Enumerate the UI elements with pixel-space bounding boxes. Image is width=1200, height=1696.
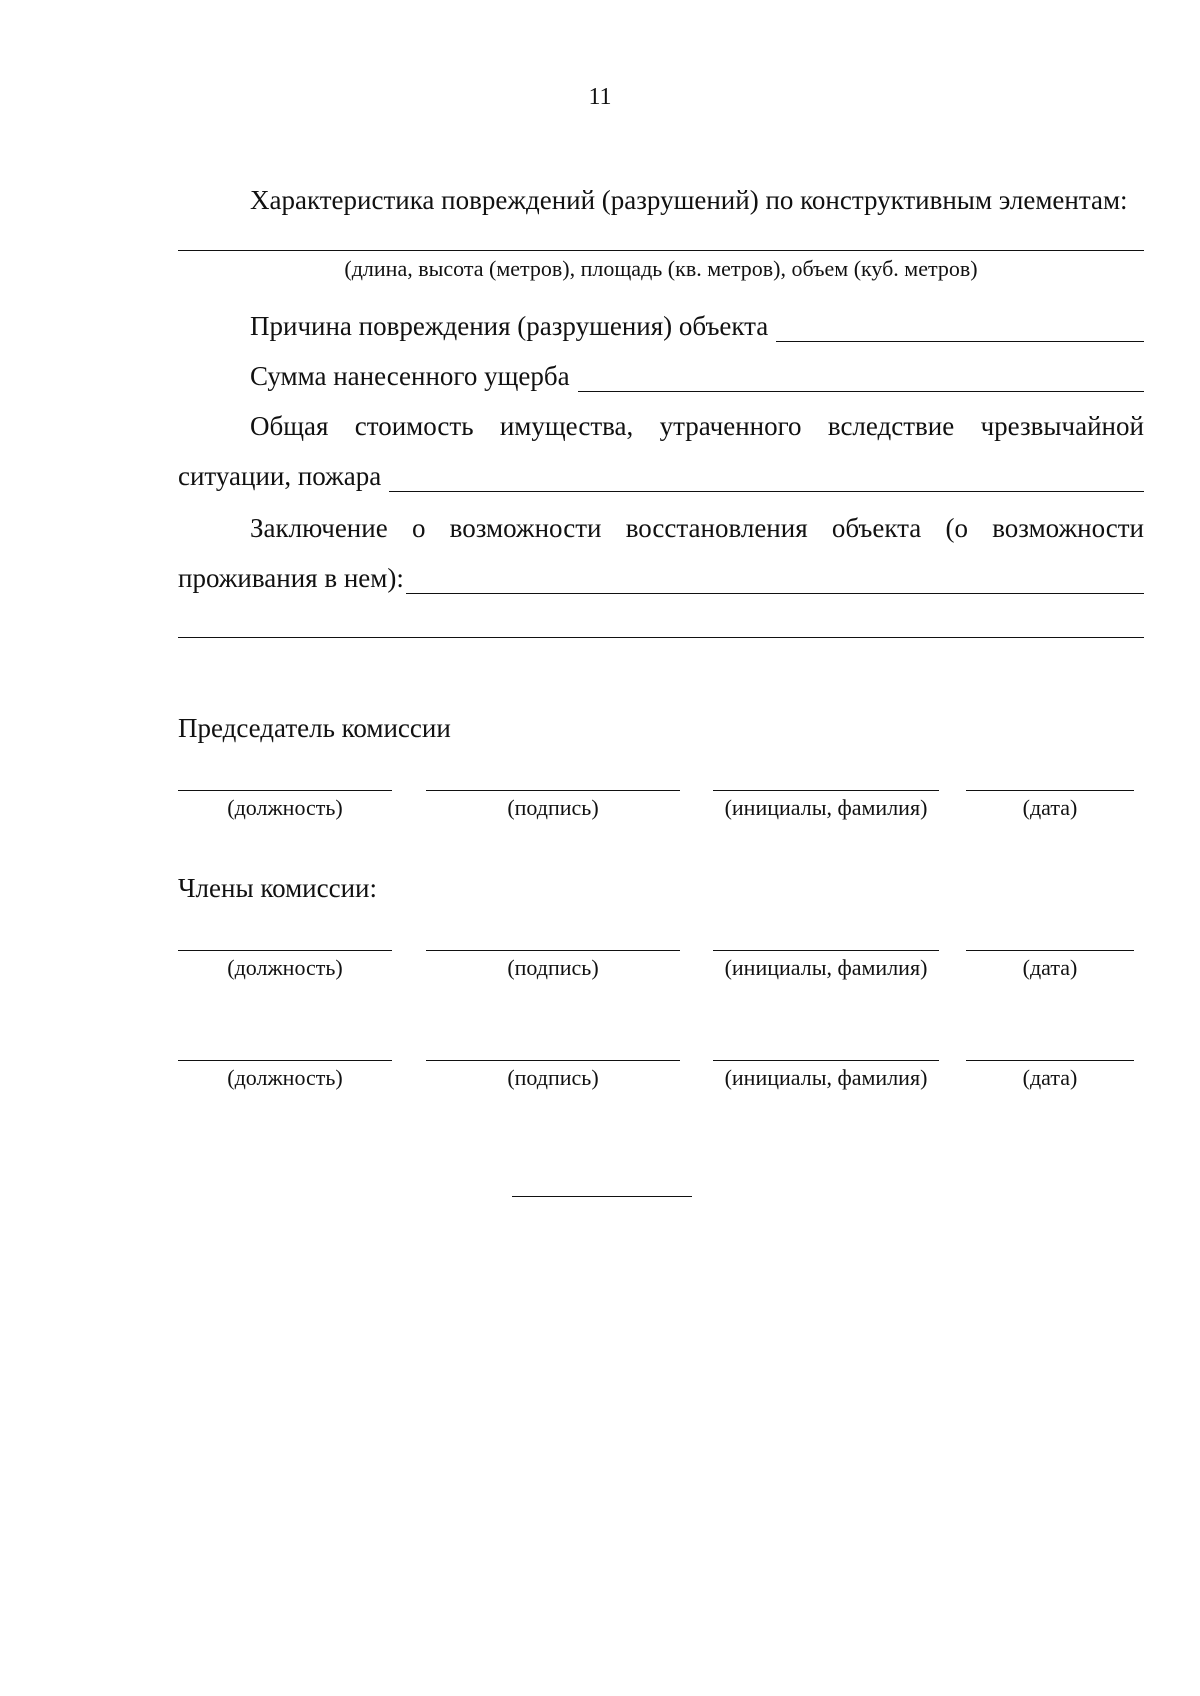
member-position-field[interactable] — [178, 1060, 392, 1061]
conclusion-word: (о — [945, 513, 968, 543]
chairman-position-field[interactable] — [178, 790, 392, 791]
damage-characteristics-hint: (длина, высота (метров), площадь (кв. метров), объем (куб. метров) — [344, 256, 978, 281]
member-position-caption: (должность) — [227, 1065, 343, 1090]
member-signature-caption: (подпись) — [507, 1065, 599, 1090]
member-signature-field[interactable] — [426, 1060, 680, 1061]
chairman-date-field[interactable] — [966, 790, 1134, 791]
conclusion-label: проживания в нем): — [178, 563, 404, 593]
total-cost-line — [250, 410, 1144, 442]
member-position-caption: (должность) — [227, 955, 343, 980]
member-date-field[interactable] — [966, 1060, 1134, 1061]
total-cost-word: Общая — [250, 411, 329, 441]
damage-sum-label: Сумма нанесенного ущерба — [250, 361, 570, 391]
total-cost-label: ситуации, пожара — [178, 461, 382, 491]
damage-sum-row — [250, 360, 1144, 392]
conclusion-line — [250, 512, 1144, 544]
total-cost-field[interactable] — [389, 467, 1144, 492]
conclusion-word: о — [411, 513, 426, 543]
members-heading: Члены комиссии: — [178, 873, 377, 903]
member-date-field[interactable] — [966, 950, 1134, 951]
conclusion-row — [178, 562, 1144, 594]
conclusion-word: восстановления — [625, 513, 808, 543]
conclusion-word: возможности — [449, 513, 602, 543]
member-name-caption: (инициалы, фамилия) — [724, 955, 928, 980]
damage-sum-field[interactable] — [578, 367, 1144, 392]
cause-field[interactable] — [776, 317, 1144, 342]
member-signature-caption: (подпись) — [507, 955, 599, 980]
chairman-name-caption: (инициалы, фамилия) — [724, 795, 928, 820]
total-cost-word: утраченного — [659, 411, 802, 441]
cause-row — [250, 310, 1144, 342]
member-date-caption: (дата) — [1022, 1065, 1078, 1090]
cause-label: Причина повреждения (разрушения) объекта — [250, 311, 769, 341]
member-name-field[interactable] — [713, 950, 939, 951]
conclusion-word: Заключение — [250, 513, 388, 543]
total-cost-word: имущества, — [499, 411, 634, 441]
page-number: 11 — [588, 84, 612, 110]
chairman-signature-field[interactable] — [426, 790, 680, 791]
chairman-name-field[interactable] — [713, 790, 939, 791]
member-signature-field[interactable] — [426, 950, 680, 951]
chairman-signature-caption: (подпись) — [507, 795, 599, 820]
total-cost-word: вследствие — [827, 411, 955, 441]
total-cost-row — [178, 460, 1144, 492]
member-name-field[interactable] — [713, 1060, 939, 1061]
chairman-date-caption: (дата) — [1022, 795, 1078, 820]
damage-characteristics-label: Характеристика повреждений (разрушений) по конструктивным элементам: — [250, 185, 1128, 215]
conclusion-field[interactable] — [406, 569, 1144, 594]
conclusion-field-line-2[interactable] — [178, 637, 1144, 638]
total-cost-word: чрезвычайной — [980, 411, 1144, 441]
member-position-field[interactable] — [178, 950, 392, 951]
chairman-position-caption: (должность) — [227, 795, 343, 820]
damage-characteristics-field[interactable] — [178, 250, 1144, 251]
end-separator — [512, 1196, 692, 1197]
member-date-caption: (дата) — [1022, 955, 1078, 980]
total-cost-word: стоимость — [354, 411, 474, 441]
conclusion-word: объекта — [831, 513, 922, 543]
chairman-heading: Председатель комиссии — [178, 713, 451, 743]
member-name-caption: (инициалы, фамилия) — [724, 1065, 928, 1090]
conclusion-word: возможности — [992, 513, 1144, 543]
